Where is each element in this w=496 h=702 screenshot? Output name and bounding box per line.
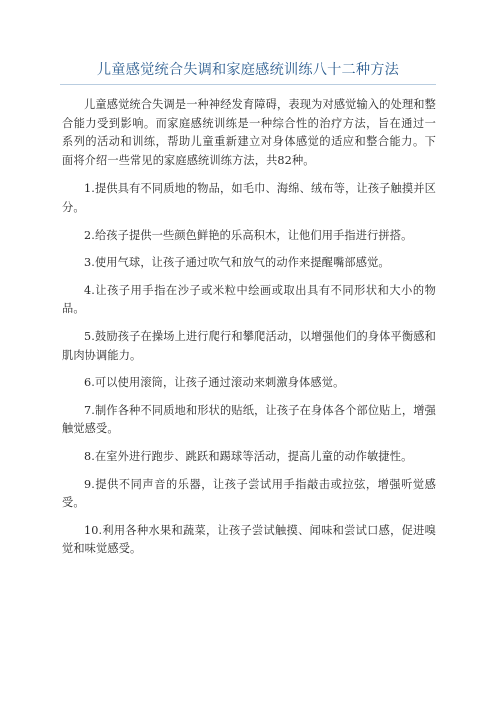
method-item: 6.可以使用滚筒，让孩子通过滚动来刺激身体感觉。 (84, 376, 345, 390)
method-item: 4.让孩子用手指在沙子或米粒中绘画或取出具有不同形状和大小的物品。 (62, 283, 436, 316)
document-body (62, 96, 436, 568)
intro-paragraph: 儿童感觉统合失调是一种神经发育障碍，表现为对感觉输入的处理和整合能力受到影响。而家庭感统训练是一种综合性的治疗方法，旨在通过一系列的活动和训练，帮助儿童重新建立对身体感觉的适应和整合能力。下面将介绍一些常见的家庭感统训练方法，共82种。 (62, 98, 436, 167)
document-title: 儿童感觉统合失调和家庭感统训练八十二种方法 (96, 62, 400, 78)
method-item: 5.鼓励孩子在操场上进行爬行和攀爬活动，以增强他们的身体平衡感和肌肉协调能力。 (62, 329, 436, 362)
method-item: 2.给孩子提供一些颜色鲜艳的乐高积木，让他们用手指进行拼搭。 (84, 228, 413, 242)
method-item: 9.提供不同声音的乐器，让孩子尝试用手指敲击或拉弦，增强听觉感受。 (62, 477, 436, 510)
method-item: 7.制作各种不同质地和形状的贴纸，让孩子在身体各个部位贴上，增强触觉感受。 (62, 403, 436, 436)
method-item: 8.在室外进行跑步、跳跃和踢球等活动，提高儿童的动作敏捷性。 (84, 449, 413, 463)
method-item: 3.使用气球，让孩子通过吹气和放气的动作来提醒嘴部感觉。 (84, 256, 390, 270)
method-item: 10.利用各种水果和蔬菜，让孩子尝试触摸、闻味和尝试口感，促进嗅觉和味觉感受。 (62, 523, 436, 556)
method-item: 1.提供具有不同质地的物品，如毛巾、海绵、绒布等，让孩子触摸并区分。 (62, 182, 436, 214)
title-divider (60, 84, 436, 85)
